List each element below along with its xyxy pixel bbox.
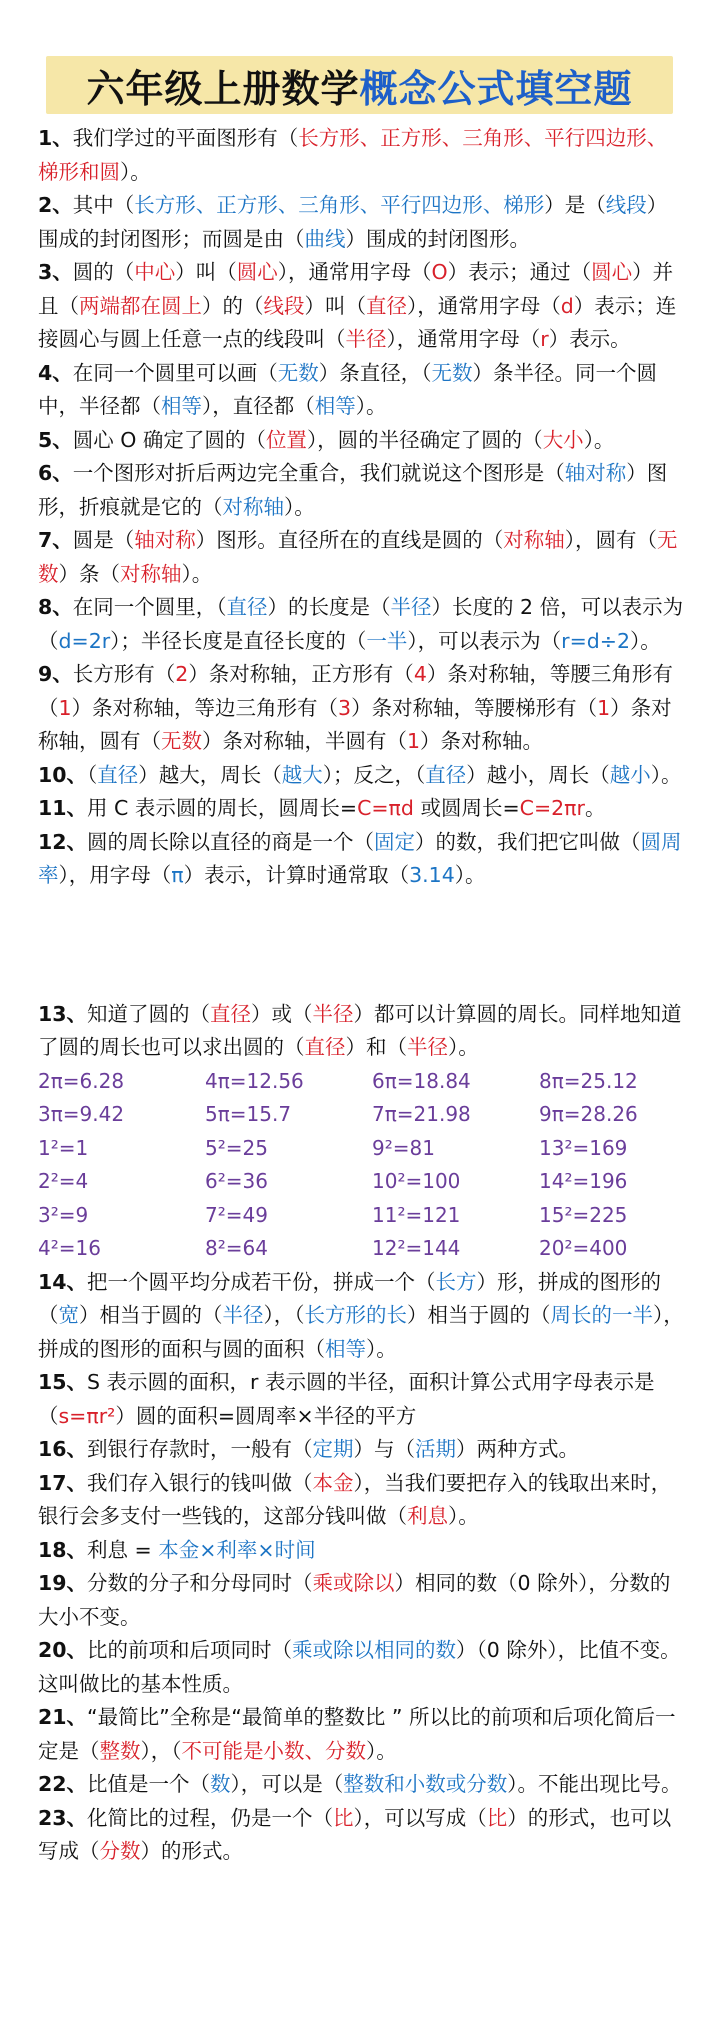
item-number: 11、 [38,796,88,820]
item-text: ），通常用字母（ [386,327,541,351]
item-text: ）。 [583,427,615,452]
item-text: ）与（ [353,1437,416,1461]
list-item [38,1266,686,1367]
item-text: ）形，拼成的图形的（ [38,1269,662,1327]
item-text: ）条对称轴，等腰梯形有（ [351,695,598,720]
item-text: ），可以写成（ [353,1805,487,1830]
item-text: ）圆的面积=圆周率×半径的平方 [115,1403,417,1428]
item-text: ）条对称轴，正方形有（ [188,662,414,686]
formula-cell: 1²=1 [38,1135,89,1160]
item-text: 在同一个圆里，（ [72,595,227,619]
item-text: ）条对称轴，半圆有（ [202,729,407,753]
item-text: ），直径都（ [202,394,315,418]
answer-red: 分数 [99,1839,141,1863]
item-text: ）叫（ [304,293,366,318]
formula-cell: 14²=196 [539,1169,628,1193]
list-item [38,256,686,357]
item-text: 到银行存款时，一般有（ [87,1437,313,1461]
list-item [38,1567,686,1634]
item-text: ），通常用字母（ [407,293,561,318]
item-number: 21、 [38,1705,88,1729]
item-text: 或圆周长= [413,796,520,820]
item-number: 1、 [38,126,73,150]
item-number: 2、 [38,193,73,217]
formula-cell: 5π=15.7 [205,1102,292,1126]
answer-red: 1 [58,695,72,720]
item-number: 10、 [38,762,88,787]
page-title [86,58,632,113]
item-text: 圆的（ [72,260,135,284]
item-text: ）。 [181,561,213,586]
item-text: ）的长度是（ [267,595,391,619]
answer-red: 比 [333,1805,354,1830]
answer-blue: 整数和小数或分数 [343,1772,508,1796]
item-text: ）。 [454,863,486,887]
answer-red: 对称轴 [503,528,565,552]
answer-blue: 半径 [222,1303,264,1327]
answer-blue: 直径 [425,762,467,787]
item-text: 化简比的过程，仍是一个（ [87,1805,334,1830]
formula-cell: 2²=4 [38,1169,89,1193]
item-text: ）条（ [58,561,120,586]
answer-blue: 轴对称 [564,461,627,485]
item-text: ）表示，计算时通常取（ [183,863,410,887]
list-item [38,1802,686,1869]
item-text: ）。 [630,628,661,653]
formula-cell: 6π=18.84 [372,1068,471,1093]
answer-red: 1 [407,729,421,753]
item-text: ）。 [355,394,387,418]
answer-red: 本金 [312,1470,354,1495]
list-item [38,524,686,591]
answer-red: 线段 [263,293,305,318]
item-text: 在同一个圆里可以画（ [72,360,278,385]
item-text: ）。 [284,494,315,519]
answer-blue: 相等 [161,394,202,418]
answer-blue: 无数 [277,360,319,385]
answer-red: 长方形、正方形、三角形、平行四边形、梯形和圆 [38,126,668,184]
item-text: ）图形，折痕就是它的（ [38,461,668,519]
answer-blue: 对称轴 [222,494,284,519]
item-number: 23、 [38,1805,88,1830]
item-text: ）条对称轴，等腰三角形有（ [38,662,673,720]
answer-blue: 半径 [390,595,432,619]
answer-red: 位置 [265,427,307,452]
item-text: ）条半径。同一个圆中，半径都（ [38,360,658,418]
item-number: 15、 [38,1370,88,1394]
list-item [38,998,686,1065]
formula-cell: 5²=25 [205,1135,268,1160]
item-text: ）条对称轴，圆有（ [38,695,672,753]
item-text: S 表示圆的面积，r 表示圆的半径，面积计算公式用字母表示是（ [38,1370,655,1428]
item-text: 我们学过的平面图形有（ [72,126,299,150]
list-item [38,1768,686,1802]
formula-cell: 4²=16 [38,1236,101,1260]
item-text: ）和（ [345,1035,407,1059]
answer-red: 乘或除以 [312,1571,395,1595]
answer-red: 不可能是小数、分数 [181,1738,366,1763]
answer-red: 半径 [345,327,387,351]
answer-red: 整数 [99,1738,141,1763]
item-text: 利息 = [87,1537,159,1562]
list-item [38,826,686,893]
answer-blue: 直径 [97,762,139,787]
formula-cell: 7²=49 [205,1202,268,1227]
list-item [38,1634,686,1701]
item-number: 4、 [38,360,73,385]
item-text: 我们存入银行的钱叫做（ [87,1470,313,1495]
answer-red: 圆心 [591,260,633,284]
answer-blue: 本金×利率×时间 [158,1537,316,1562]
item-text: 其中（ [72,193,135,217]
answer-blue: 周长的一半 [550,1303,653,1327]
answer-blue: π [171,863,184,887]
item-number: 22、 [38,1772,88,1796]
answer-blue: 直径 [226,595,268,619]
answer-blue: 相等 [314,394,356,418]
list-item [38,1534,686,1568]
answer-red: C=2πr [519,796,585,820]
answer-red: 2 [175,662,189,686]
item-text: 圆是（ [72,528,135,552]
item-text: ）。 [650,762,682,787]
formula-cell: 9²=81 [372,1135,435,1160]
answer-blue: 定期 [312,1437,354,1461]
item-text: ）的数，我们把它叫做（ [415,829,641,854]
formula-cell: 6²=36 [205,1169,268,1193]
item-text: ）。 [120,159,151,184]
item-text: 一个图形对折后两边完全重合，我们就说这个图形是（ [72,461,565,485]
answer-red: 中心 [134,260,176,284]
item-text: ）条对称轴。 [420,729,544,753]
item-text: ），通常用字母（ [277,260,432,284]
item-text: ），（ [263,1303,305,1327]
list-item [38,591,686,658]
answer-red: 直径 [304,1035,346,1059]
item-text: ）相同的数（0 除外），分数的大小不变。 [38,1571,671,1629]
item-text: 圆的周长除以直径的商是一个（ [87,829,375,854]
answer-blue: 线段 [605,193,647,217]
answer-red: 直径 [366,293,407,318]
item-text: ）或（ [251,1001,313,1026]
answer-blue: 3.14 [409,863,455,887]
answer-red: 1 [597,695,611,720]
formula-cell: 8π=25.12 [539,1068,638,1093]
formula-cell: 20²=400 [539,1236,628,1260]
formula-cell: 13²=169 [539,1135,628,1160]
item-text: 知道了圆的（ [87,1001,211,1026]
answer-red: 无数 [38,528,678,586]
item-text: 圆心 O 确定了圆的（ [72,427,266,452]
formula-cell: 2π=6.28 [38,1068,125,1093]
answer-red: 利息 [407,1504,448,1528]
item-text: ）的形式。 [140,1839,243,1863]
answer-blue: 数 [210,1772,231,1796]
answer-red: 对称轴 [120,561,182,586]
answer-red: 4 [413,662,427,686]
formula-grid [38,1065,686,1266]
title-banner [46,56,673,114]
answer-red: s=πr² [58,1403,116,1428]
item-text: ）围成的封闭图形。 [345,226,530,251]
item-text: 。 [584,796,606,820]
item-number: 18、 [38,1537,88,1562]
answer-blue: d=2r [58,628,111,653]
item-text: 比值是一个（ [87,1772,211,1796]
formula-cell: 4π=12.56 [205,1068,304,1093]
item-text: ），拼成的图形的面积与圆的面积（ [38,1303,684,1361]
item-list-3 [38,1266,686,1869]
item-text: ）长度的 2 倍，可以表示为（ [38,595,684,653]
item-number: 19、 [38,1571,88,1595]
formula-cell: 3π=9.42 [38,1102,125,1126]
title-part-2: 概念公式填空题 [359,66,633,111]
item-number: 6、 [38,461,73,485]
item-number: 16、 [38,1437,88,1461]
answer-red: C=πd [357,796,414,820]
item-number: 8、 [38,595,73,619]
item-text: 把一个圆平均分成若干份，拼成一个（ [87,1269,436,1294]
item-number: 13、 [38,1001,88,1026]
item-number: 12、 [38,829,88,854]
answer-blue: 一半 [366,628,408,653]
answer-red: r [540,327,549,351]
answer-blue: 曲线 [304,226,346,251]
formula-cell: 10²=100 [372,1169,461,1193]
item-text: ）是（ [544,193,606,217]
item-text: 长方形有（ [72,662,176,686]
item-text: ）。 [366,1738,397,1763]
item-text: ）。 [366,1336,397,1361]
answer-blue: 长方形的长 [304,1303,407,1327]
item-text: ）越大，周长（ [138,762,282,787]
item-text: ）。 [448,1035,479,1059]
item-text: ）都可以计算圆的周长。同样地知道了圆的周长也可以求出圆的（ [38,1001,682,1059]
item-text: ）表示；通过（ [447,260,592,284]
item-text: ），（ [140,1738,182,1763]
answer-blue: 活期 [415,1437,457,1461]
item-text: ）围成的封闭图形；而圆是由（ [38,193,668,251]
item-text: ），用字母（ [58,863,172,887]
list-item [38,1701,686,1768]
answer-blue: 乘或除以相同的数 [292,1638,457,1662]
title-part-1: 六年级上册数学 [86,66,360,111]
item-text: ）的（ [202,293,264,318]
item-text: ）相当于圆的（ [79,1303,223,1327]
item-list-2 [38,998,686,1065]
list-item [38,1433,686,1467]
item-text: ），可以表示为（ [407,628,562,653]
list-item [38,658,686,759]
answer-red: 轴对称 [134,528,196,552]
answer-blue: 无数 [431,360,473,385]
list-item [38,1467,686,1534]
list-item [38,122,686,189]
answer-blue: 长方 [435,1269,477,1294]
formula-cell: 8²=64 [205,1236,268,1260]
formula-cell: 15²=225 [539,1202,628,1227]
answer-blue: r=d÷2 [561,628,631,653]
item-text: ）；反之，（ [322,762,426,787]
item-text: ）表示；连接圆心与圆上任意一点的线段叫（ [38,293,677,351]
item-number: 17、 [38,1470,88,1495]
item-text: ）两种方式。 [456,1437,580,1461]
formula-cell: 12²=144 [372,1236,461,1260]
item-number: 7、 [38,528,73,552]
item-text: 比的前项和后项同时（ [87,1638,293,1662]
answer-red: 圆心 [236,260,278,284]
item-text: ）叫（ [175,260,237,284]
item-text: 分数的分子和分母同时（ [87,1571,313,1595]
answer-blue: 越小 [609,762,651,787]
blank-gap [38,893,686,998]
item-text: ），当我们要把存入的钱取出来时，银行会多支付一些钱的，这部分钱叫做（ [38,1470,672,1528]
answer-red: 无数 [161,729,202,753]
list-item [38,357,686,424]
item-text: ）。 [448,1504,479,1528]
item-text: ）图形。直径所在的直线是圆的（ [195,528,504,552]
answer-red: 半径 [312,1001,354,1026]
item-text: ）表示。 [548,327,631,351]
item-text: 用 C 表示圆的周长，圆周长= [87,796,358,820]
item-text: ）的形式，也可以写成（ [38,1805,672,1863]
item-number: 14、 [38,1269,88,1294]
item-number: 3、 [38,260,73,284]
answer-red: 3 [338,695,352,720]
answer-red: 两端都在圆上 [79,293,202,318]
answer-red: 比 [486,1805,508,1830]
list-item [38,457,686,524]
list-item [38,759,686,793]
list-item [38,424,686,458]
answer-red: 直径 [210,1001,252,1026]
item-text: ），可以是（ [230,1772,344,1796]
item-text: ），圆的半径确定了圆的（ [306,427,543,452]
item-text: （ [87,762,98,787]
answer-blue: 圆周率 [38,829,682,887]
answer-red: O [431,260,448,284]
item-number: 9、 [38,662,73,686]
item-number: 5、 [38,427,73,452]
list-item [38,189,686,256]
list-item [38,792,686,826]
answer-blue: 固定 [374,829,416,854]
formula-cell: 7π=21.98 [372,1102,471,1126]
item-text: ）。不能出现比号。 [507,1772,682,1796]
item-text: ），圆有（ [564,528,658,552]
answer-blue: 宽 [58,1303,79,1327]
item-text: ）（0 除外），比值不变。这叫做比的基本性质。 [38,1638,681,1696]
item-text: ）相当于圆的（ [407,1303,551,1327]
item-text: ）越小，周长（ [466,762,610,787]
answer-red: d [560,293,574,318]
formula-cell: 11²=121 [372,1202,461,1227]
answer-blue: 长方形、正方形、三角形、平行四边形、梯形 [134,193,545,217]
answer-red: 半径 [407,1035,448,1059]
formula-cell: 3²=9 [38,1202,89,1227]
list-item [38,1366,686,1433]
item-text: ）并且（ [38,260,674,318]
item-text: ）条直径，（ [318,360,432,385]
formula-cell: 9π=28.26 [539,1102,638,1126]
answer-blue: 越大 [281,762,323,787]
item-number: 20、 [38,1638,88,1662]
item-text: ）条对称轴，等边三角形有（ [71,695,339,720]
content [38,122,686,1869]
answer-red: 大小 [542,427,584,452]
answer-blue: 相等 [325,1336,366,1361]
item-list-1 [38,122,686,893]
item-text: ）；半径长度是直径长度的（ [110,628,367,653]
item-text: “最简比”全称是“最简单的整数比 ” 所以比的前项和后项化简后一定是（ [38,1705,676,1763]
